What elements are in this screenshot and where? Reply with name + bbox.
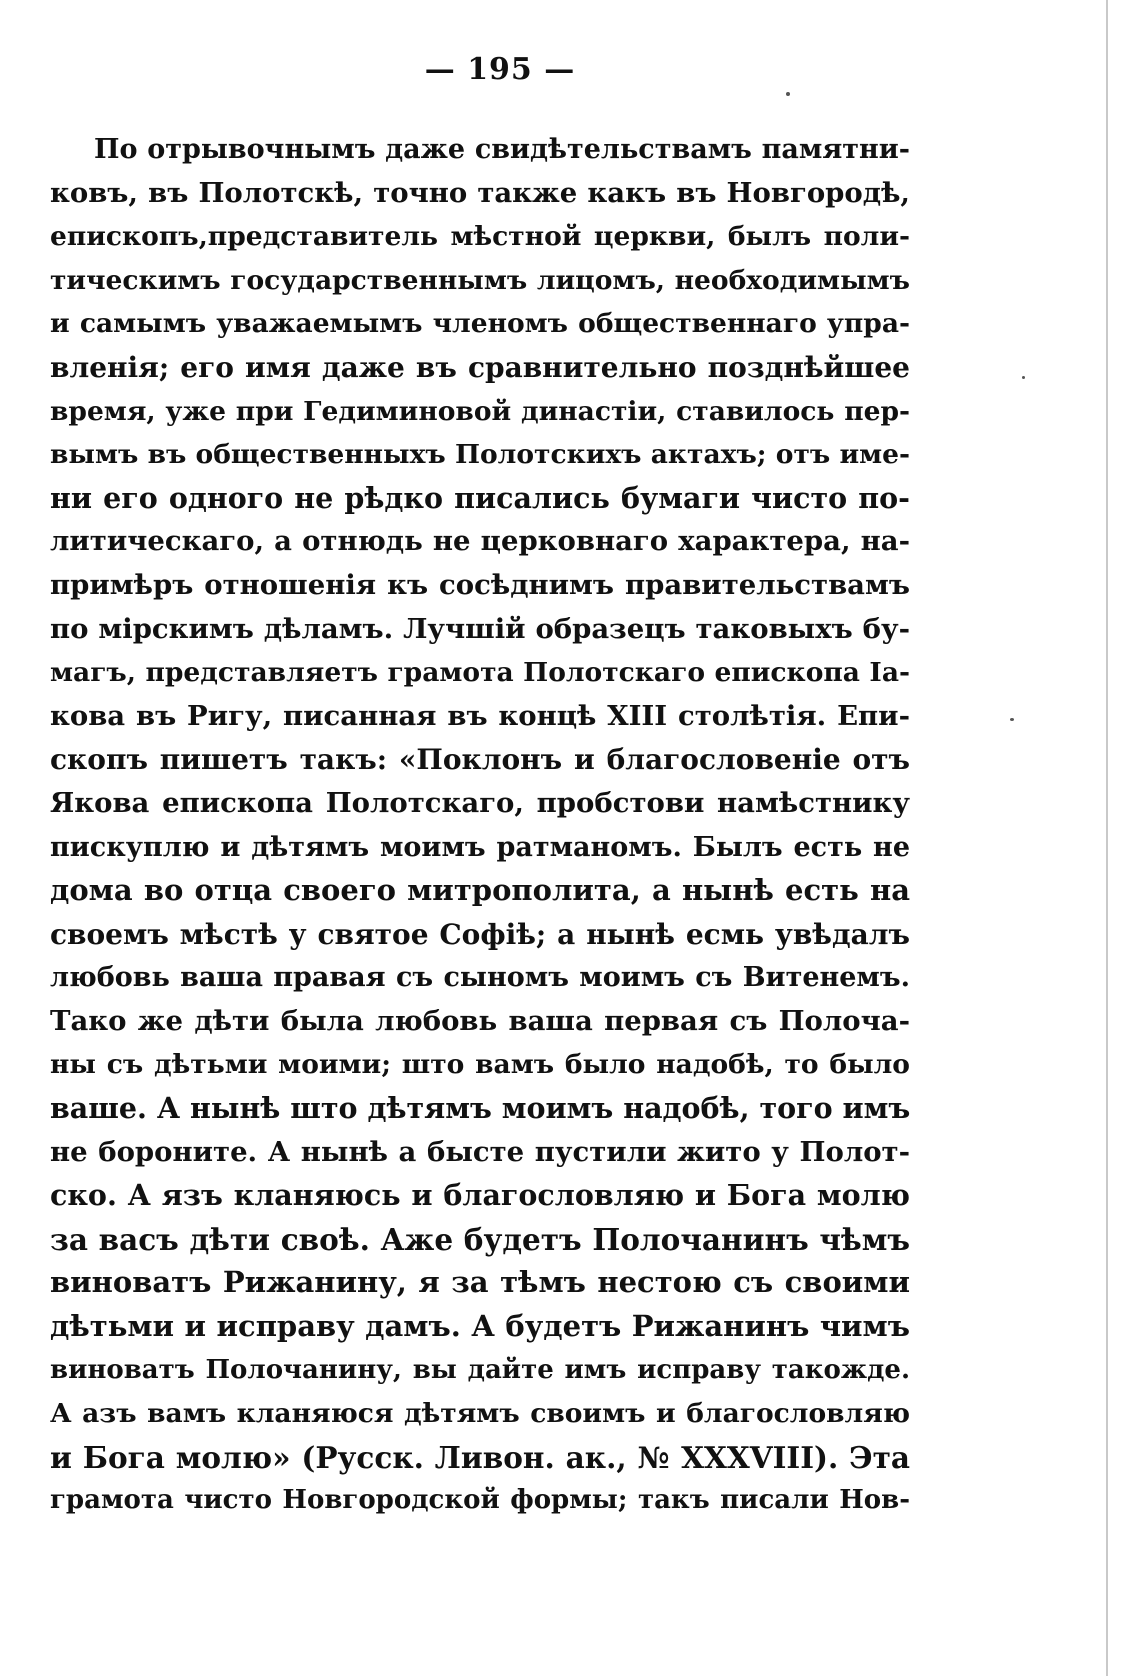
text-line: не бороните. А нынѣ а бысте пустили жито у Полот- — [50, 1135, 910, 1168]
body-text — [50, 128, 910, 1523]
text-line: грамота чисто Новгородской формы; такъ писали Нов- — [50, 1485, 910, 1516]
page-edge-line — [1106, 0, 1108, 1676]
text-line: пискуплю и дѣтямъ моимъ ратманомъ. Былъ есть не — [50, 831, 910, 863]
ink-speck — [1010, 718, 1014, 721]
text-line: ны съ дѣтьми моими; што вамъ было надобѣ, то было — [50, 1049, 910, 1081]
text-line: тическимъ государственнымъ лицомъ, необходимымъ — [50, 264, 910, 296]
text-line: любовь ваша правая съ сыномъ моимъ съ Витенемъ. — [50, 962, 910, 994]
text-line: примѣръ отношенія къ сосѣднимъ правительствамъ — [50, 568, 910, 601]
text-line: ваше. А нынѣ што дѣтямъ моимъ надобѣ, того имъ — [50, 1091, 911, 1126]
text-line: ковъ, въ Полотскѣ, точно также какъ въ Новгородѣ, — [50, 176, 910, 209]
text-line: время, уже при Гедиминовой династіи, ставилось пер- — [50, 395, 910, 427]
ink-speck — [786, 92, 790, 96]
page-number: 195 — [467, 52, 533, 87]
text-line: магъ, представляетъ грамота Полотскаго епископа Іа- — [50, 657, 910, 689]
text-line: дома во отца своего митрополита, а нынѣ есть на — [50, 873, 910, 908]
ink-speck — [1022, 376, 1025, 379]
text-line: Якова епископа Полотскаго, пробстови намѣстнику — [50, 786, 910, 819]
text-line: Тако же дѣти была любовь ваша первая съ Полоча- — [50, 1004, 910, 1037]
text-line: по мірскимъ дѣламъ. Лучшій образецъ таковыхъ бу- — [50, 612, 910, 645]
text-line: кова въ Ригу, писанная въ концѣ XIII столѣтія. Епи- — [50, 699, 910, 732]
text-line: вленія; его имя даже въ сравнительно позднѣйшее — [50, 350, 910, 384]
text-line: и Бога молю» (Русск. Ливон. ак., № XXXVIII). Эта — [50, 1439, 910, 1475]
text-line: и самымъ уважаемымъ членомъ общественнаго упра- — [50, 308, 910, 340]
text-line: дѣтьми и исправу дамъ. А будетъ Рижанинъ чимъ — [50, 1309, 910, 1344]
text-line: скопъ пишетъ такъ: «Поклонъ и благословеніе отъ — [50, 743, 910, 777]
text-line: епископъ,представитель мѣстной церкви, былъ поли- — [50, 221, 910, 253]
header-dash-right: — — [544, 52, 576, 87]
text-line: виноватъ Рижанину, я за тѣмъ нестою съ своими — [50, 1265, 910, 1300]
text-line: вымъ въ общественныхъ Полотскихъ актахъ; отъ име- — [50, 439, 910, 471]
page-header — [0, 52, 1000, 87]
text-line: А азъ вамъ кланяюся дѣтямъ своимъ и благословляю — [50, 1398, 910, 1430]
text-line: литическаго, а отнюдь не церковнаго характера, на- — [50, 525, 910, 558]
text-line: По отрывочнымъ даже свидѣтельствамъ памятни- — [94, 134, 910, 165]
text-line: ско. А язъ кланяюсь и благословляю и Бога молю — [50, 1178, 910, 1213]
text-line: своемъ мѣстѣ у святое Софіѣ; а нынѣ есмь увѣдалъ — [50, 917, 910, 951]
text-line: за васъ дѣти своѣ. Аже будетъ Полочанинъ чѣмъ — [50, 1221, 910, 1257]
text-line: виноватъ Полочанину, вы дайте имъ исправу такожде. — [50, 1354, 910, 1385]
text-line: ни его одного не рѣдко писались бумаги чисто по- — [50, 480, 910, 515]
header-dash-left: — — [424, 52, 456, 87]
